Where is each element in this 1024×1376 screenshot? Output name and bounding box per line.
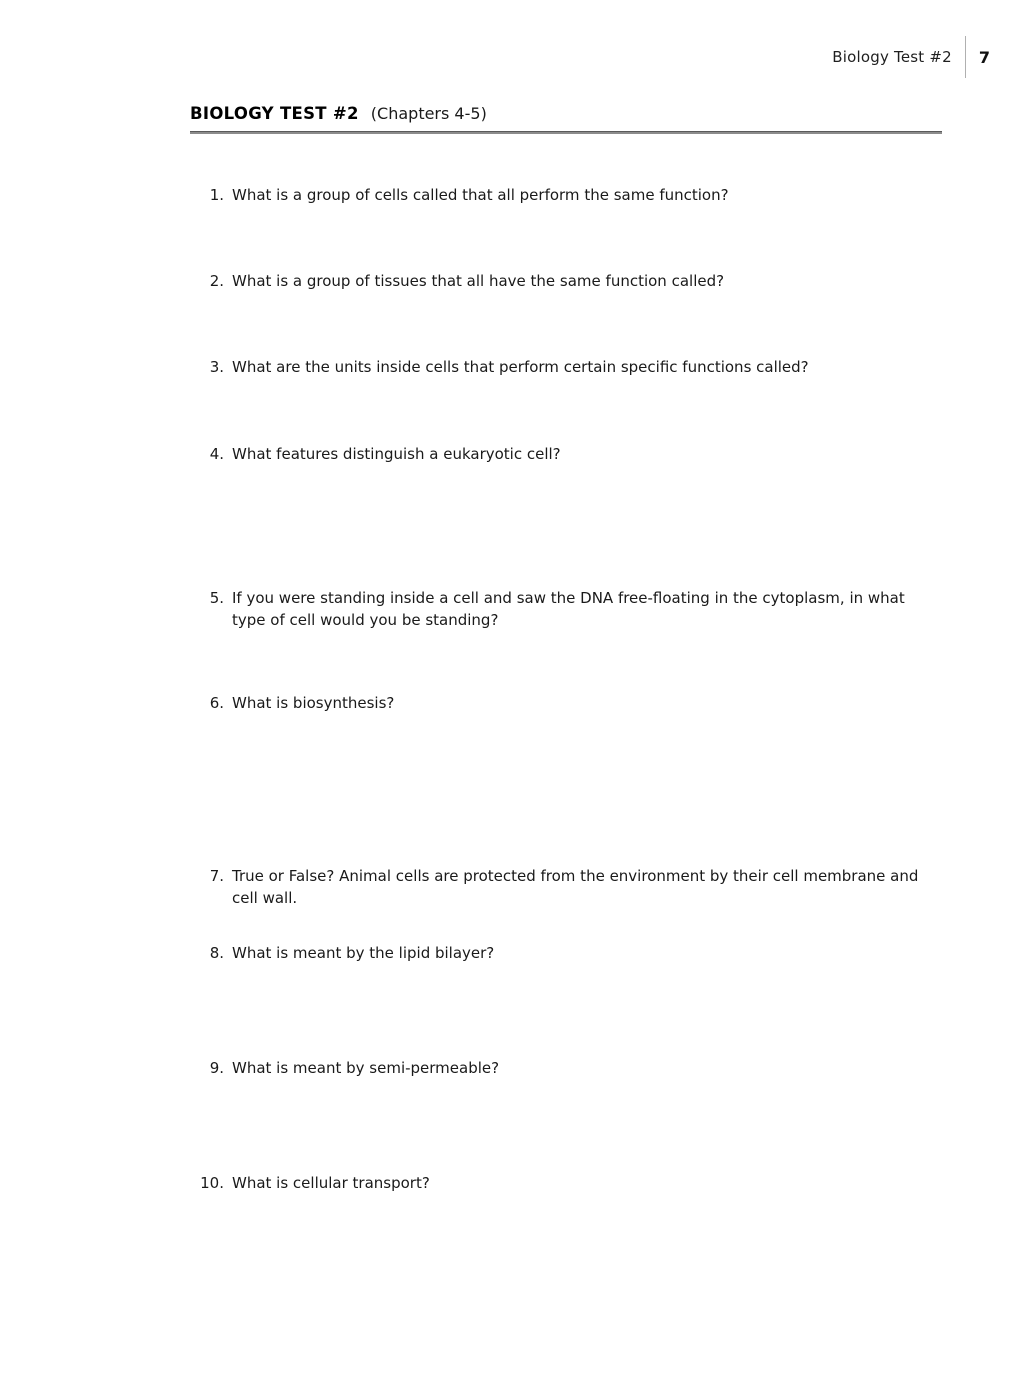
- question-text: What are the units inside cells that perform certain specific functions called?: [232, 358, 809, 376]
- question-text: What is meant by semi-permeable?: [232, 1059, 500, 1077]
- question-list: [190, 184, 942, 1194]
- question-text: What is a group of tissues that all have the same function called?: [232, 272, 725, 290]
- question-text: If you were standing inside a cell and saw the DNA free-floating in the cytoplasm, in what type of cell would you be standing?: [232, 589, 905, 629]
- question-number: 1.: [209, 186, 224, 204]
- test-title-main: BIOLOGY TEST #2: [190, 104, 359, 123]
- question-item-4: [190, 443, 942, 465]
- question-number: 5.: [209, 589, 224, 607]
- question-item-2: [190, 270, 942, 292]
- header-divider: [965, 36, 966, 78]
- question-number: 8.: [209, 944, 224, 962]
- question-item-1: [190, 184, 942, 206]
- title-rule: [190, 131, 942, 134]
- question-number: 3.: [209, 358, 224, 376]
- test-title: [190, 104, 942, 123]
- question-item-5: [190, 587, 942, 631]
- question-number: 2.: [209, 272, 224, 290]
- question-item-8: [190, 942, 942, 964]
- test-title-chapters: (Chapters 4-5): [370, 104, 487, 123]
- question-item-3: [190, 356, 942, 378]
- question-number: 4.: [209, 445, 224, 463]
- question-item-9: [190, 1057, 942, 1079]
- question-number: 9.: [209, 1059, 224, 1077]
- question-text: What is a group of cells called that all perform the same function?: [232, 186, 729, 204]
- page-header: [832, 36, 990, 78]
- question-item-7: [190, 865, 942, 909]
- question-text: What is cellular transport?: [232, 1174, 430, 1192]
- question-number: 7.: [209, 867, 224, 885]
- question-text: True or False? Animal cells are protected from the environment by their cell membrane and cell wall.: [232, 867, 919, 907]
- running-title: Biology Test #2: [832, 48, 952, 66]
- question-text: What is biosynthesis?: [232, 694, 395, 712]
- question-number: 10.: [200, 1174, 224, 1192]
- question-number: 6.: [209, 694, 224, 712]
- question-item-6: [190, 692, 942, 714]
- question-text: What features distinguish a eukaryotic cell?: [232, 445, 561, 463]
- question-text: What is meant by the lipid bilayer?: [232, 944, 495, 962]
- title-block: [190, 104, 942, 134]
- page-number: 7: [978, 47, 990, 67]
- question-item-10: [190, 1172, 942, 1194]
